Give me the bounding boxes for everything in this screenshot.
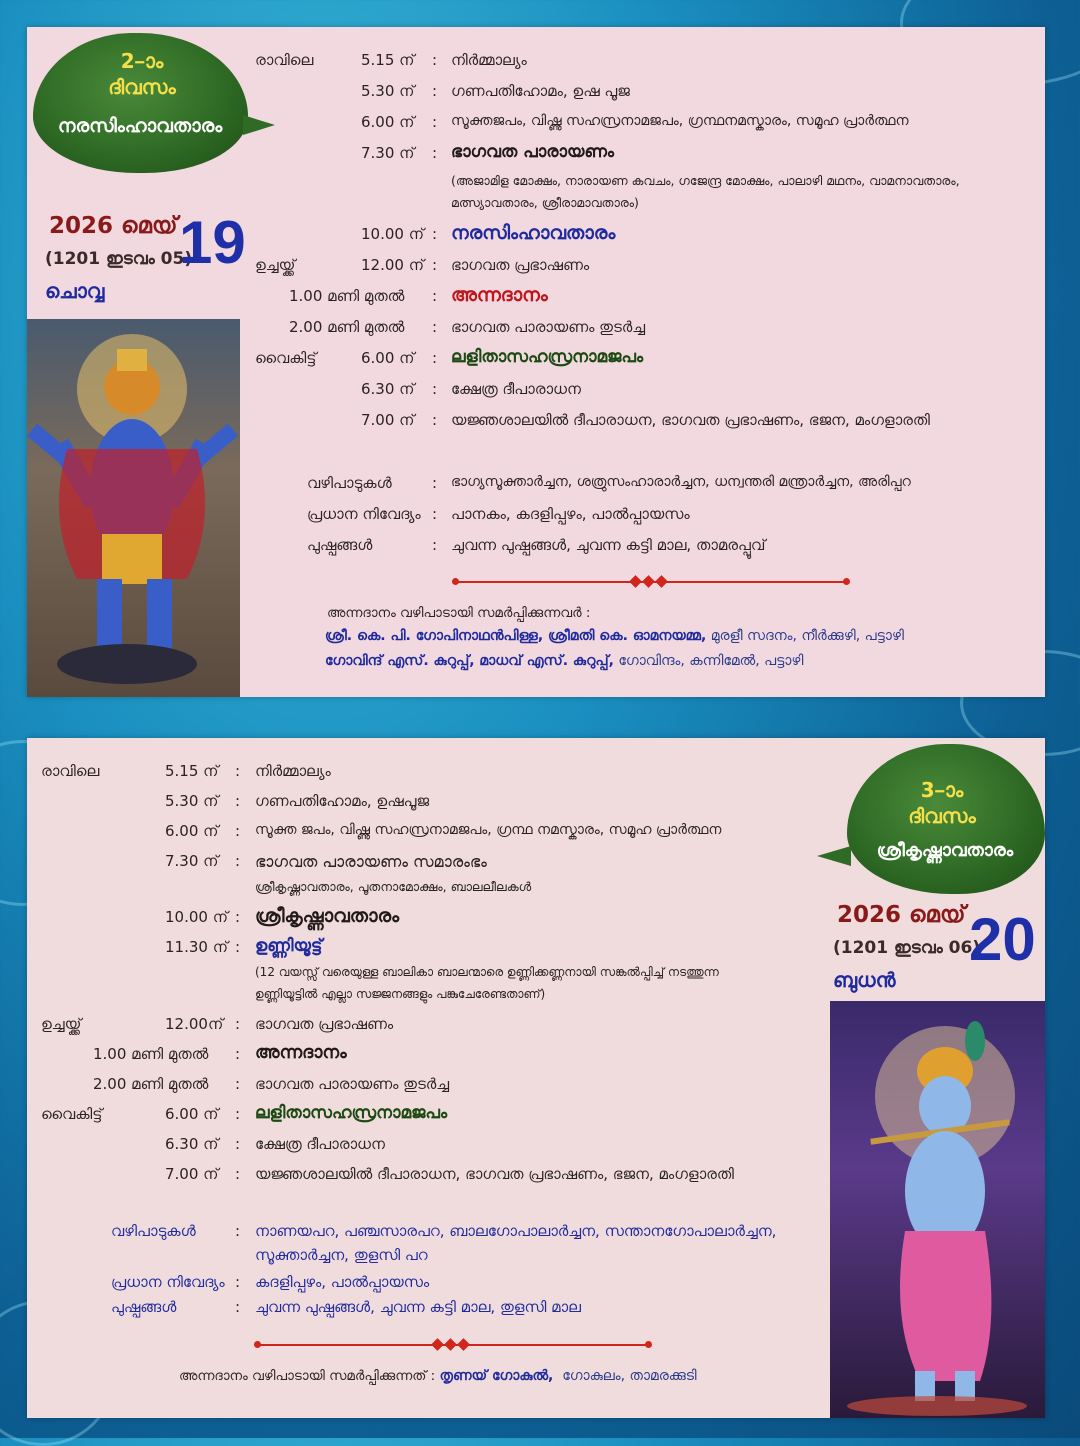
schedule-time: 10.00 ന് (361, 225, 424, 243)
schedule-time: 1.00 മണി മുതൽ (93, 1045, 209, 1063)
schedule-item: ലളിതാസഹസ്രനാമജപം (451, 347, 644, 367)
schedule-item: ക്ഷേത്ര ദീപാരാധന (255, 1135, 385, 1153)
colon: : (235, 938, 241, 956)
offering-label: വഴിപാടുകൾ (307, 474, 392, 492)
day-number-label: 2–ാം (120, 49, 164, 73)
offering-label: പ്രധാന നിവേദ്യം (111, 1273, 225, 1291)
schedule-time: 5.15 ന് (165, 762, 219, 780)
colon: : (235, 1015, 241, 1033)
schedule-subnote: (അജാമിള മോക്ഷം, നാരായണ കവചം, ഗജേന്ദ്ര മോക്ഷം, പാലാഴി മഥനം, വാമനാവതാരം, (451, 173, 960, 188)
schedule-item: ഭാഗവത പാരായണം തുടർച്ച (451, 318, 646, 336)
colon: : (235, 822, 241, 840)
colon: : (432, 536, 438, 554)
date-label: 2026 മെയ് (837, 902, 966, 928)
donor-heading: അന്നദാനം വഴിപാടായി സമർപ്പിക്കുന്നത് : (179, 1368, 436, 1384)
schedule-time: 2.00 മണി മുതൽ (93, 1075, 209, 1093)
offering-label: പുഷ്പങ്ങൾ (111, 1298, 177, 1316)
avatar-title: ശ്രീകൃഷ്ണാവതാരം (876, 840, 1014, 861)
evening-label: വൈകിട്ട് (41, 1105, 103, 1123)
schedule-subnote: മത്സ്യാവതാരം, ശ്രീരാമാവതാരം) (451, 195, 639, 210)
schedule-time: 2.00 മണി മുതൽ (289, 318, 405, 336)
morning-label: രാവിലെ (41, 762, 100, 780)
day-word-label: ദിവസം (908, 804, 976, 828)
schedule-time: 7.00 ന് (165, 1165, 219, 1183)
morning-label: രാവിലെ (255, 51, 314, 69)
offering-text: ഭാഗ്യസൂക്താർച്ചന, ശത്രുസംഹാരാർച്ചന, ധന്വന്തരി മന്ത്രാർച്ചന, അരിപ്പറ (451, 474, 911, 490)
colon: : (432, 144, 438, 162)
donor-address: ഗോവിന്ദം, കന്നിമേൽ, പട്ടാഴി (618, 653, 804, 669)
offering-text: സൂക്താർച്ചന, തുളസി പറ (255, 1246, 428, 1264)
colon: : (235, 1298, 241, 1316)
noon-label: ഉച്ചയ്ക്ക് (255, 256, 296, 274)
schedule-time: 6.30 ന് (361, 380, 415, 398)
schedule-item: യജ്ഞശാലയിൽ ദീപാരാധന, ഭാഗവത പ്രഭാഷണം, ഭജന, മംഗളാരതി (451, 411, 930, 429)
colon: : (235, 908, 241, 926)
schedule-item: ഭാഗവത പാരായണം (451, 142, 615, 162)
day3-panel (27, 738, 1045, 1418)
schedule-time: 6.00 ന് (361, 349, 415, 367)
colon: : (432, 113, 438, 131)
schedule-time: 7.30 ന് (361, 144, 415, 162)
evening-label: വൈകിട്ട് (255, 349, 317, 367)
colon: : (235, 792, 241, 810)
colon: : (235, 1135, 241, 1153)
narasimha-image (27, 319, 240, 697)
colon: : (235, 1105, 241, 1123)
schedule-item: നിർമ്മാല്യം (255, 762, 331, 780)
schedule-time: 5.30 ന് (361, 82, 415, 100)
offering-text: നാണയപറ, പഞ്ചസാരപറ, ബാലഗോപാലാർച്ചന, സന്താനഗോപാലാർച്ചന, (255, 1222, 777, 1240)
schedule-time: 6.00 ന് (361, 113, 415, 131)
offering-text: കദളിപ്പഴം, പാൽപ്പായസം (255, 1273, 430, 1291)
schedule-time: 5.15 ന് (361, 51, 415, 69)
offering-text: ചുവന്ന പുഷ്പങ്ങൾ, ചുവന്ന കട്ടി മാല, തുളസി മാല (255, 1298, 581, 1316)
schedule-item: ഭാഗവത പ്രഭാഷണം (255, 1015, 394, 1033)
schedule-time: 1.00 മണി മുതൽ (289, 287, 405, 305)
donor-names: തൃണയ് ഗോകുൽ, (439, 1368, 554, 1384)
schedule-time: 11.30 ന് (165, 938, 228, 956)
colon: : (432, 82, 438, 100)
colon: : (235, 852, 241, 870)
colon: : (432, 411, 438, 429)
colon: : (432, 51, 438, 69)
day-number-label: 3–ാം (920, 778, 964, 802)
schedule-subnote: (12 വയസ്സ് വരെയുള്ള ബാലികാ ബാലന്മാരെ ഉണ്ണിക്കണ്ണനായി സങ്കൽപ്പിച്ച് നടത്തുന്ന (255, 965, 719, 979)
donor-address: മുരളീ സദനം, നീർക്കുഴി, പട്ടാഴി (710, 628, 904, 644)
schedule-time: 5.30 ന് (165, 792, 219, 810)
schedule-time: 10.00 ന് (165, 908, 228, 926)
schedule-item: അന്നദാനം (255, 1042, 347, 1063)
schedule-item: നരസിംഹാവതാരം (451, 222, 616, 244)
colon: : (432, 287, 438, 305)
colon: : (432, 318, 438, 336)
colon: : (432, 380, 438, 398)
colon: : (235, 762, 241, 780)
offering-label: പ്രധാന നിവേദ്യം (307, 505, 421, 523)
day2-panel (27, 27, 1045, 697)
schedule-item: യജ്ഞശാലയിൽ ദീപാരാധന, ഭാഗവത പ്രഭാഷണം, ഭജന, മംഗളാരതി (255, 1165, 734, 1183)
schedule-item: ശ്രീകൃഷ്ണാവതാരം (255, 905, 400, 927)
offering-label: പുഷ്പങ്ങൾ (307, 536, 373, 554)
colon: : (432, 225, 438, 243)
schedule-item: അന്നദാനം (451, 284, 548, 306)
day-word-label: ദിവസം (108, 75, 176, 99)
schedule-time: 7.00 ന് (361, 411, 415, 429)
date-label: 2026 മെയ് (49, 213, 178, 239)
colon: : (235, 1075, 241, 1093)
schedule-item: ഭാഗവത പാരായണം തുടർച്ച (255, 1075, 450, 1093)
weekday: ബുധൻ (833, 968, 896, 992)
donor-line (325, 628, 904, 644)
day-of-month: 20 (969, 906, 1036, 973)
donor-line (179, 1368, 697, 1384)
colon: : (432, 505, 438, 523)
schedule-time: 12.00 ന് (361, 256, 424, 274)
schedule-time: 7.30 ന് (165, 852, 219, 870)
colon: : (235, 1045, 241, 1063)
colon: : (432, 256, 438, 274)
schedule-item: ലളിതാസഹസ്രനാമജപം (255, 1103, 448, 1123)
colon: : (432, 474, 438, 492)
schedule-item: നിർമ്മാല്യം (451, 51, 527, 69)
colon: : (235, 1165, 241, 1183)
schedule-item: ഗണപതിഹോമം, ഉഷപൂജ (255, 792, 430, 810)
malayalam-date: (1201 ഇടവം 05) (45, 249, 193, 269)
offering-text: പാനകം, കദളിപ്പഴം, പാൽപ്പായസം (451, 505, 690, 523)
avatar-title: നരസിംഹാവതാരം (57, 115, 223, 137)
donor-address: ഗോകുലം, താമരക്കുടി (562, 1368, 697, 1384)
schedule-item: സൂക്ത ജപം, വിഷ്ണു സഹസ്രനാമജപം, ഗ്രന്ഥ നമസ്കാരം, സമൂഹ പ്രാർത്ഥന (255, 822, 722, 838)
schedule-item: ഉണ്ണിയൂട്ട് (255, 936, 323, 956)
donor-names: ശ്രീ. കെ. പി. ഗോപിനാഥൻപിള്ള, ശ്രീമതി കെ. ഓമനയമ്മ, (325, 628, 707, 644)
schedule-item: ഗണപതിഹോമം, ഉഷ പൂജ (451, 82, 630, 100)
colon: : (235, 1273, 241, 1291)
malayalam-date: (1201 ഇടവം 06) (833, 938, 981, 958)
colon: : (432, 349, 438, 367)
krishna-image (830, 1001, 1045, 1418)
donor-names: ഗോവിന്ദ് എസ്. കുറുപ്പ്, മാധവ് എസ്. കുറുപ്പ്, (325, 653, 614, 669)
colon: : (235, 1222, 241, 1240)
schedule-subnote: ഉണ്ണിയൂട്ടിൽ എല്ലാ സജ്ജനങ്ങളും പങ്കുചേരേണ്ടതാണ്) (255, 987, 546, 1001)
donor-heading: അന്നദാനം വഴിപാടായി സമർപ്പിക്കുന്നവർ : (327, 605, 591, 621)
schedule-item: ഭാഗവത പാരായണം സമാരംഭം (255, 852, 487, 871)
leaf-tip-icon (243, 115, 275, 135)
schedule-item: ക്ഷേത്ര ദീപാരാധന (451, 380, 581, 398)
schedule-time: 6.00 ന് (165, 822, 219, 840)
schedule-time: 6.30 ന് (165, 1135, 219, 1153)
offering-text: ചുവന്ന പുഷ്പങ്ങൾ, ചുവന്ന കട്ടി മാല, താമരപ്പൂവ് (451, 536, 766, 554)
schedule-time: 12.00ന് (165, 1015, 224, 1033)
donor-line (325, 653, 803, 669)
schedule-time: 6.00 ന് (165, 1105, 219, 1123)
schedule-item: ഭാഗവത പ്രഭാഷണം (451, 256, 590, 274)
offering-label: വഴിപാടുകൾ (111, 1222, 196, 1240)
noon-label: ഉച്ചയ്ക്ക് (41, 1015, 82, 1033)
weekday: ചൊവ്വ (45, 279, 105, 303)
day-of-month: 19 (179, 209, 246, 276)
schedule-item: സൂക്തജപം, വിഷ്ണു സഹസ്രനാമജപം, ഗ്രന്ഥനമസ്കാരം, സമൂഹ പ്രാർത്ഥന (451, 113, 909, 129)
schedule-subnote: ശ്രീകൃഷ്ണാവതാരം, പൂതനാമോക്ഷം, ബാലലീലകൾ (255, 879, 532, 894)
